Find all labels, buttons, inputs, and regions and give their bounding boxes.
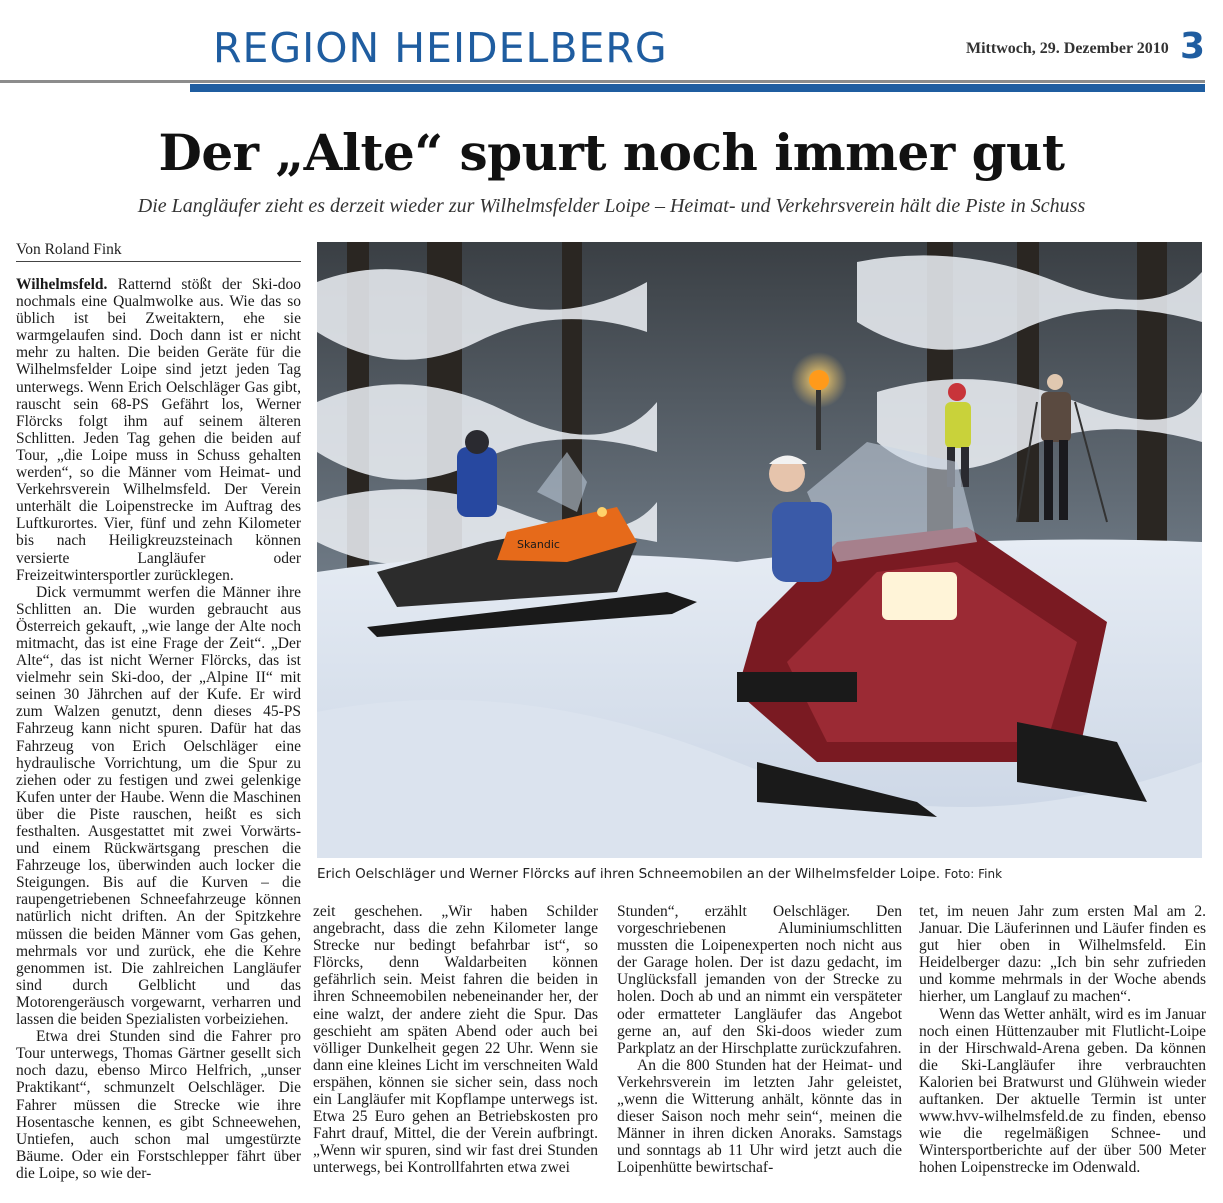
byline: Von Roland Fink (16, 241, 301, 262)
header-rule-gray (0, 80, 1205, 83)
article-column-1 (16, 276, 301, 1196)
article-column-3 (617, 903, 902, 1198)
paragraph: Stunden“, erzählt Oelschläger. Den vorgeschriebenen Aluminiumschlitten mussten die Loipenexperten noch nicht aus der Garage holen. Der ist dazu gedacht, im Unglücksfall jemanden von der Strecke zu holen. Doch ab und an nimmt ein verspäteter oder ermatteter Langläufer das Angebot gerne an, auf den Ski-doos wieder zum Parkplatz an der Hirschplatte zurückzufahren. (617, 903, 902, 1057)
caption-text: Erich Oelschläger und Werner Flörcks auf ihren Schneemobilen an der Wilhelmsfelder Loipe. (317, 866, 941, 882)
paragraph: An die 800 Stunden hat der Heimat- und Verkehrsverein im letzten Jahr geleistet, „wenn die Witterung anhält, könnte das in dieser Saison noch mehr sein“, meinen die Männer in ihren dicken Anoraks. Samstags und sonntags ab 11 Uhr wird jetzt auch die Loipenhütte bewirtschaf- (617, 1056, 902, 1177)
paragraph: zeit geschehen. „Wir haben Schilder angebracht, dass die zehn Kilometer lange Strecke nur bedingt befahrbar ist“, so Flörcks, denn Waldarbeiten können gefährlich sein. Meist fahren die beiden in ihren Schneemobilen nebeneinander her, der eine walzt, der andere zieht die Spur. Das geschieht am späten Abend oder auch bei völliger Dunkelheit gegen 22 Uhr. Wenn sie dann eine kleines Licht im verschneiten Wald erspähen, können sie sicher sein, dass noch ein Langläufer mit Kopflampe unterwegs ist. Etwa 25 Euro gehen an Betriebskosten pro Fahrt drauf, Mittel, die der Verein aufbringt. „Wenn wir spuren, sind wir fast drei Stunden unterwegs, bei Kontrollfahrten etwa zwei (313, 903, 598, 1177)
header-rule-blue (190, 84, 1205, 92)
page-number: 3 (1180, 26, 1206, 67)
photo-caption (317, 866, 1207, 882)
article-column-4 (919, 903, 1206, 1198)
masthead (0, 0, 1223, 110)
section-title: REGION HEIDELBERG (213, 24, 668, 72)
article-headline: Der „Alte“ spurt noch immer gut (158, 123, 1065, 182)
dateline-location: Wilhelmsfeld. (16, 276, 108, 293)
paragraph: Etwa drei Stunden sind die Fahrer pro Tour unterwegs, Thomas Gärtner gesellt sich noch dazu, ebenso Mirco Helfrich, „unser Praktikant“, schmunzelt Oelschläger. Die Fahrer müssen die Strecke wie ihre Hosentasche kennen, es gibt Schneewehen, Untiefen, auch schon mal umgestürzte Bäume. Oder ein Forstschlepper fährt über die Loipe, so wie der- (16, 1028, 301, 1182)
snowmobile-photo-illustration (317, 242, 1202, 858)
article-column-2 (313, 903, 598, 1198)
paragraph: Dick vermummt werfen die Männer ihre Schlitten an. Die wurden gebraucht aus Österreich gekauft, „wie lange der Alte noch mitmacht, das ist eine Frage der Zeit“. „Der Alte“, das ist nicht Werner Flörcks, das ist vielmehr sein Ski-doo, der „Alpine II“ mit seinen 30 Jährchen auf der Kufe. Er wird zum Walzen genutzt, denn dieses 45-PS Fahrzeug kann nicht spuren. Dafür hat das Fahrzeug von Erich Oelschläger eine hydraulische Vorrichtung, um die Spur zu ziehen oder zu festigen und zwei gelenkige Kufen unter der Haube. Wenn die Maschinen über die Piste rauschen, heißt es sich festhalten. Ausgestattet mit zwei Vorwärts- und einem Rückwärtsgang preschen die Fahrzeuge los, überwinden auch locker die Steigungen. Bis auf die Kurven – die raupengetriebenen Schneefahrzeuge können natürlich nicht driften. An der Spitzkehre müssen die beiden Männer vom Gas gehen, mehrmals vor und zurück, ehe die Kehre genommen ist. Die zahlreichen Langläufer sind durch Gelblicht und das Motorengeräusch vorgewarnt, verharren und lassen die beiden Spezialisten vorbeiziehen. (16, 583, 301, 1029)
article-photo (317, 242, 1202, 858)
issue-date: Mittwoch, 29. Dezember 2010 (966, 40, 1169, 57)
paragraph: Wenn das Wetter anhält, wird es im Januar noch einen Hüttenzauber mit Flutlicht-Loipe in der Hirschwald-Arena geben. Da können die Ski-Langläufer ihre verbrauchten Kalorien bei Bratwurst und Glühwein wieder auftanken. Der aktuelle Termin ist unter www.hvv-wilhelmsfeld.de zu finden, ebenso wie die regelmäßigen Schnee- und Wintersportberichte auf der über 500 Meter hohen Loipenstrecke im Odenwald. (919, 1005, 1206, 1177)
paragraph-text: Ratternd stößt der Ski-doo nochmals eine Qualmwolke aus. Wie das so üblich ist bei Zweitaktern, ehe sie warmgelaufen sind. Doch dann ist er nicht mehr zu halten. Die beiden Geräte für die Wilhelmsfelder Loipe sind jetzt jeden Tag unterwegs. Wenn Erich Oelschläger Gas gibt, rauscht sein 68-PS Gefährt los, Werner Flörcks folgt ihm auf seinem älteren Schlitten. Jeden Tag gehen die beiden auf Tour, „die Loipe muss in Schuss gehalten werden“, so die Männer vom Heimat- und Verkehrsverein Wilhelmsfeld. Der Verein unterhält die Loipenstrecke im Auftrag des Luftkurortes. Vier, fünf und zehn Kilometer bis nach Heiligkreuzsteinach können versierte Langläufer oder Freizeitwintersportler zurücklegen. (16, 276, 301, 584)
photo-credit: Foto: Fink (944, 867, 1003, 881)
sled-brand-label: Skandic (517, 538, 560, 551)
article-subheadline: Die Langläufer zieht es derzeit wieder zur Wilhelmsfelder Loipe – Heimat- und Verkehrsverein hält die Piste in Schuss (137, 195, 1086, 217)
paragraph (16, 276, 301, 584)
paragraph: tet, im neuen Jahr zum ersten Mal am 2. Januar. Die Läuferinnen und Läufer finden es gut hier oben in Wilhelmsfeld. Ein Heidelberger dazu: „Ich bin sehr zufrieden und komme mehrmals in der Woche abends hierher, um Langlauf zu machen“. (919, 903, 1206, 1006)
